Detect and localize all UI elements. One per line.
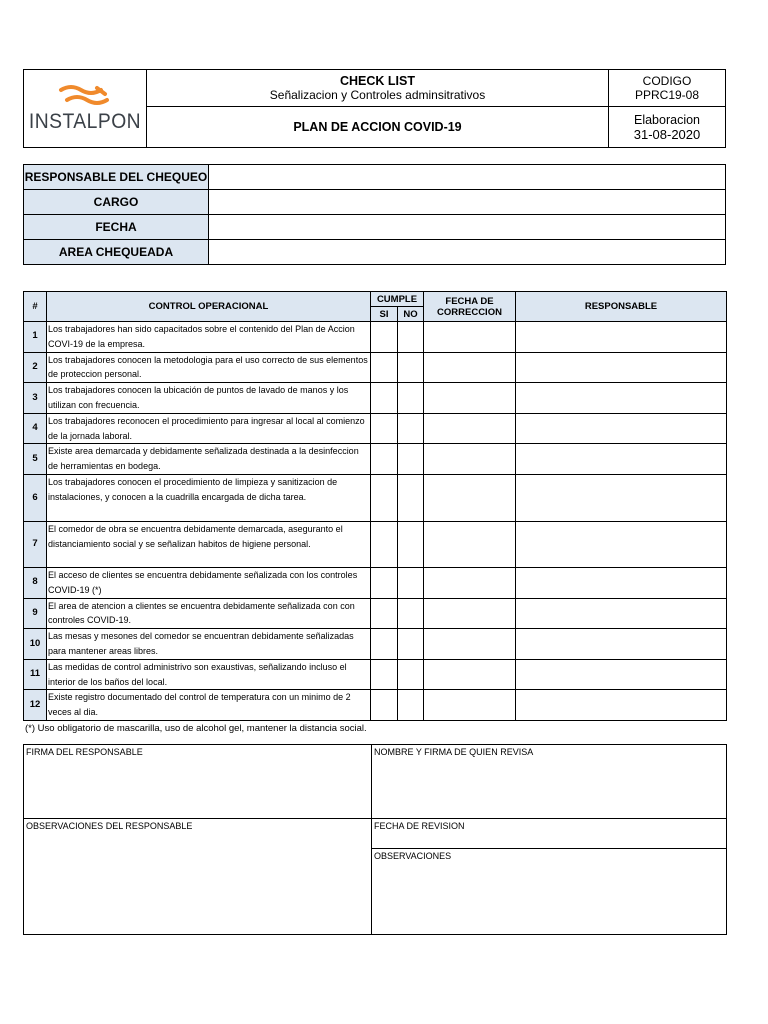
col-fecha-correccion: FECHA DE CORRECCION (424, 292, 516, 322)
checklist-row (24, 322, 727, 353)
row-si-cell[interactable] (371, 413, 398, 444)
row-responsable-cell[interactable] (516, 413, 727, 444)
row-responsable-cell[interactable] (516, 383, 727, 414)
row-number: 11 (24, 659, 47, 690)
checklist-row (24, 444, 727, 475)
row-number: 4 (24, 413, 47, 444)
checklist-row (24, 567, 727, 598)
elaboracion-label: Elaboracion (633, 112, 700, 127)
row-fecha-cell[interactable] (424, 444, 516, 475)
row-si-cell[interactable] (371, 567, 398, 598)
row-control-text: El comedor de obra se encuentra debidamente demarcada, aseguranto el distanciamiento social y se señalizan habitos de higiene personal. (47, 521, 371, 567)
row-no-cell[interactable] (398, 567, 424, 598)
document-header (23, 69, 726, 148)
col-si: SI (371, 307, 398, 322)
row-control-text: Los trabajadores conocen el procedimiento de limpieza y sanitizacion de instalaciones, y conocen a la cuadrilla encargada de dicha tarea. (47, 474, 371, 521)
row-fecha-cell[interactable] (424, 567, 516, 598)
row-si-cell[interactable] (371, 659, 398, 690)
row-no-cell[interactable] (398, 659, 424, 690)
label-cargo: CARGO (24, 190, 209, 215)
row-responsable-cell[interactable] (516, 598, 727, 629)
elaboracion-cell (609, 107, 726, 148)
row-control-text: Los trabajadores conocen la ubicación de puntos de lavado de manos y los utilizan con frecuencia. (47, 383, 371, 414)
row-number: 5 (24, 444, 47, 475)
row-fecha-cell[interactable] (424, 690, 516, 721)
fecha-revision-field[interactable]: FECHA DE REVISION (372, 819, 727, 849)
checklist-row (24, 352, 727, 383)
row-number: 1 (24, 322, 47, 353)
field-responsable[interactable] (209, 165, 726, 190)
signature-table (23, 744, 727, 935)
row-no-cell[interactable] (398, 413, 424, 444)
row-number: 3 (24, 383, 47, 414)
logo-cell (24, 70, 147, 148)
row-fecha-cell[interactable] (424, 521, 516, 567)
observaciones-field[interactable]: OBSERVACIONES (372, 849, 727, 935)
row-responsable-cell[interactable] (516, 474, 727, 521)
elaboracion-date: 31-08-2020 (633, 126, 701, 142)
doc-title: CHECK LIST (339, 74, 415, 88)
row-no-cell[interactable] (398, 521, 424, 567)
row-control-text: Los trabajadores reconocen el procedimiento para ingresar al local al comienzo de la jornada laboral. (47, 413, 371, 444)
col-responsable: RESPONSABLE (516, 292, 727, 322)
row-fecha-cell[interactable] (424, 413, 516, 444)
row-fecha-cell[interactable] (424, 629, 516, 660)
code-cell (609, 70, 726, 107)
field-area[interactable] (209, 240, 726, 265)
checklist-table (23, 291, 727, 721)
logo-text: INSTALPON (28, 109, 142, 133)
row-responsable-cell[interactable] (516, 521, 727, 567)
row-number: 2 (24, 352, 47, 383)
company-logo (24, 84, 146, 134)
col-no: NO (398, 307, 424, 322)
row-no-cell[interactable] (398, 383, 424, 414)
checklist-row (24, 659, 727, 690)
row-number: 7 (24, 521, 47, 567)
row-si-cell[interactable] (371, 598, 398, 629)
checklist-row (24, 474, 727, 521)
row-si-cell[interactable] (371, 690, 398, 721)
checklist-row (24, 413, 727, 444)
row-fecha-cell[interactable] (424, 474, 516, 521)
info-table (23, 164, 726, 265)
plan-title: PLAN DE ACCION COVID-19 (146, 107, 608, 148)
label-area: AREA CHEQUEADA (24, 240, 209, 265)
row-number: 9 (24, 598, 47, 629)
row-control-text: Las mesas y mesones del comedor se encuentran debidamente señalizadas para mantener areas libres. (47, 629, 371, 660)
row-fecha-cell[interactable] (424, 659, 516, 690)
row-no-cell[interactable] (398, 322, 424, 353)
label-responsable: RESPONSABLE DEL CHEQUEO (24, 165, 209, 190)
row-control-text: Las medidas de control administrivo son exaustivas, señalizando incluso el interior de los baños del local. (47, 659, 371, 690)
checklist-row (24, 383, 727, 414)
row-no-cell[interactable] (398, 352, 424, 383)
row-no-cell[interactable] (398, 690, 424, 721)
codigo-value: PPRC19-08 (634, 88, 700, 102)
row-si-cell[interactable] (371, 444, 398, 475)
row-number: 12 (24, 690, 47, 721)
row-responsable-cell[interactable] (516, 659, 727, 690)
row-responsable-cell[interactable] (516, 322, 727, 353)
row-responsable-cell[interactable] (516, 690, 727, 721)
row-control-text: El area de atencion a clientes se encuentra debidamente señalizada con con controles COVID-19. (47, 598, 371, 629)
codigo-label: CODIGO (642, 74, 692, 88)
row-control-text: Los trabajadores han sido capacitados sobre el contenido del Plan de Accion COVI-19 de la empresa. (47, 322, 371, 353)
row-responsable-cell[interactable] (516, 629, 727, 660)
label-fecha: FECHA (24, 215, 209, 240)
row-control-text: El acceso de clientes se encuentra debidamente señalizada con los controles COVID-19 (*) (47, 567, 371, 598)
col-control: CONTROL OPERACIONAL (47, 292, 371, 322)
row-si-cell[interactable] (371, 521, 398, 567)
row-si-cell[interactable] (371, 383, 398, 414)
row-number: 6 (24, 474, 47, 521)
footnote: (*) Uso obligatorio de mascarilla, uso de alcohol gel, mantener la distancia social. (25, 723, 367, 734)
row-si-cell[interactable] (371, 352, 398, 383)
row-no-cell[interactable] (398, 629, 424, 660)
row-no-cell[interactable] (398, 474, 424, 521)
row-no-cell[interactable] (398, 444, 424, 475)
row-fecha-cell[interactable] (424, 383, 516, 414)
row-number: 8 (24, 567, 47, 598)
field-fecha[interactable] (209, 215, 726, 240)
row-si-cell[interactable] (371, 474, 398, 521)
firma-responsable-field[interactable]: FIRMA DEL RESPONSABLE (24, 745, 372, 819)
row-control-text: Existe registro documentado del control de temperatura con un minimo de 2 veces al dia. (47, 690, 371, 721)
row-fecha-cell[interactable] (424, 352, 516, 383)
checklist-row (24, 629, 727, 660)
field-cargo[interactable] (209, 190, 726, 215)
checklist-row (24, 598, 727, 629)
checklist-row (24, 521, 727, 567)
row-responsable-cell[interactable] (516, 444, 727, 475)
col-num: # (24, 292, 47, 322)
nombre-firma-revisa-field[interactable]: NOMBRE Y FIRMA DE QUIEN REVISA (372, 745, 727, 819)
row-no-cell[interactable] (398, 598, 424, 629)
col-cumple: CUMPLE (371, 292, 424, 307)
logo-waves-icon (57, 84, 113, 108)
row-control-text: Los trabajadores conocen la metodologia para el uso correcto de sus elementos de proteccion personal. (47, 352, 371, 383)
row-fecha-cell[interactable] (424, 598, 516, 629)
row-control-text: Existe area demarcada y debidamente señalizada destinada a la desinfeccion de herramientas en bodega. (47, 444, 371, 475)
row-responsable-cell[interactable] (516, 352, 727, 383)
row-number: 10 (24, 629, 47, 660)
doc-subtitle: Señalizacion y Controles adminsitrativos (269, 88, 486, 102)
checklist-row (24, 690, 727, 721)
title-cell (146, 70, 608, 107)
checklist-body (24, 322, 727, 721)
row-si-cell[interactable] (371, 629, 398, 660)
row-fecha-cell[interactable] (424, 322, 516, 353)
row-responsable-cell[interactable] (516, 567, 727, 598)
row-si-cell[interactable] (371, 322, 398, 353)
observaciones-responsable-field[interactable]: OBSERVACIONES DEL RESPONSABLE (24, 819, 372, 935)
